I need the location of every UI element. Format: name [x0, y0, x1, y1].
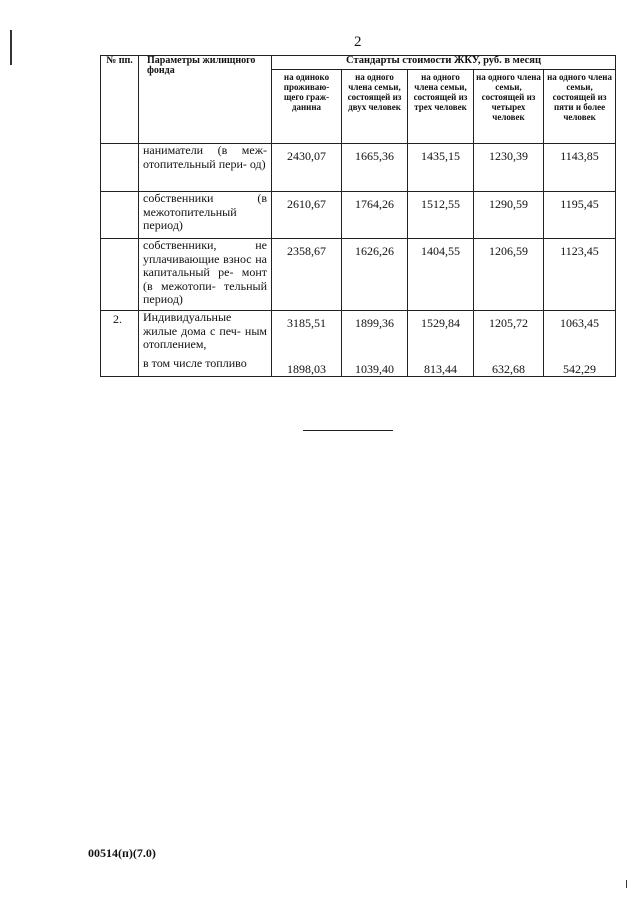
value-cell: 1205,72	[474, 311, 544, 357]
row-number	[101, 239, 139, 311]
value-cell: 813,44	[408, 357, 474, 377]
value-cell: 1435,15	[408, 144, 474, 192]
row-parameter: Индивидуальные жилые дома с печ- ным отоплением,	[139, 311, 272, 357]
row-parameter: в том числе топливо	[139, 357, 272, 377]
value-cell: 1143,85	[544, 144, 616, 192]
scan-mark	[10, 30, 12, 65]
table-row	[101, 239, 616, 311]
table-row	[101, 357, 616, 377]
standards-table	[100, 55, 616, 377]
value-cell: 3185,51	[272, 311, 342, 357]
table-row	[101, 311, 616, 357]
value-cell: 1512,55	[408, 192, 474, 239]
header-family-of-three: на одного члена семьи, состоящей из трех человек	[408, 70, 474, 144]
row-parameter: собственники, не уплачивающие взнос на капитальный ре- монт (в межотопи- тельный период)	[139, 239, 272, 311]
value-cell: 1039,40	[342, 357, 408, 377]
row-number: 2.	[101, 311, 139, 357]
row-parameter: собственники (в межотопительный период)	[139, 192, 272, 239]
value-cell: 1123,45	[544, 239, 616, 311]
header-standards-group: Стандарты стоимости ЖКУ, руб. в месяц	[272, 56, 616, 70]
value-cell: 1404,55	[408, 239, 474, 311]
row-parameter: наниматели (в меж- отопительный пери- од)	[139, 144, 272, 192]
value-cell: 1290,59	[474, 192, 544, 239]
value-cell: 1626,26	[342, 239, 408, 311]
value-cell: 542,29	[544, 357, 616, 377]
value-cell: 1899,36	[342, 311, 408, 357]
scan-mark	[626, 880, 627, 888]
header-family-of-five-plus: на одного члена семьи, состоящей из пяти и более человек	[544, 70, 616, 144]
value-cell: 1529,84	[408, 311, 474, 357]
value-cell: 2610,67	[272, 192, 342, 239]
row-number	[101, 144, 139, 192]
value-cell: 2430,07	[272, 144, 342, 192]
row-number	[101, 192, 139, 239]
header-parameters: Параметры жилищного фонда	[139, 56, 272, 144]
value-cell: 1665,36	[342, 144, 408, 192]
value-cell: 1764,26	[342, 192, 408, 239]
header-family-of-two: на одного члена семьи, состоящей из двух человек	[342, 70, 408, 144]
header-single-person: на одиноко проживаю- щего граж- данина	[272, 70, 342, 144]
row-number	[101, 357, 139, 377]
table-row	[101, 144, 616, 192]
value-cell: 1063,45	[544, 311, 616, 357]
value-cell: 1206,59	[474, 239, 544, 311]
value-cell: 2358,67	[272, 239, 342, 311]
header-row-number: № пп.	[101, 56, 139, 144]
header-family-of-four: на одного члена семьи, состоящей из четырех человек	[474, 70, 544, 144]
value-cell: 1195,45	[544, 192, 616, 239]
page-number: 2	[354, 34, 362, 50]
table-row	[101, 192, 616, 239]
value-cell: 1898,03	[272, 357, 342, 377]
value-cell: 1230,39	[474, 144, 544, 192]
separator-line	[303, 430, 393, 431]
document-code: 00514(п)(7.0)	[88, 846, 156, 860]
value-cell: 632,68	[474, 357, 544, 377]
